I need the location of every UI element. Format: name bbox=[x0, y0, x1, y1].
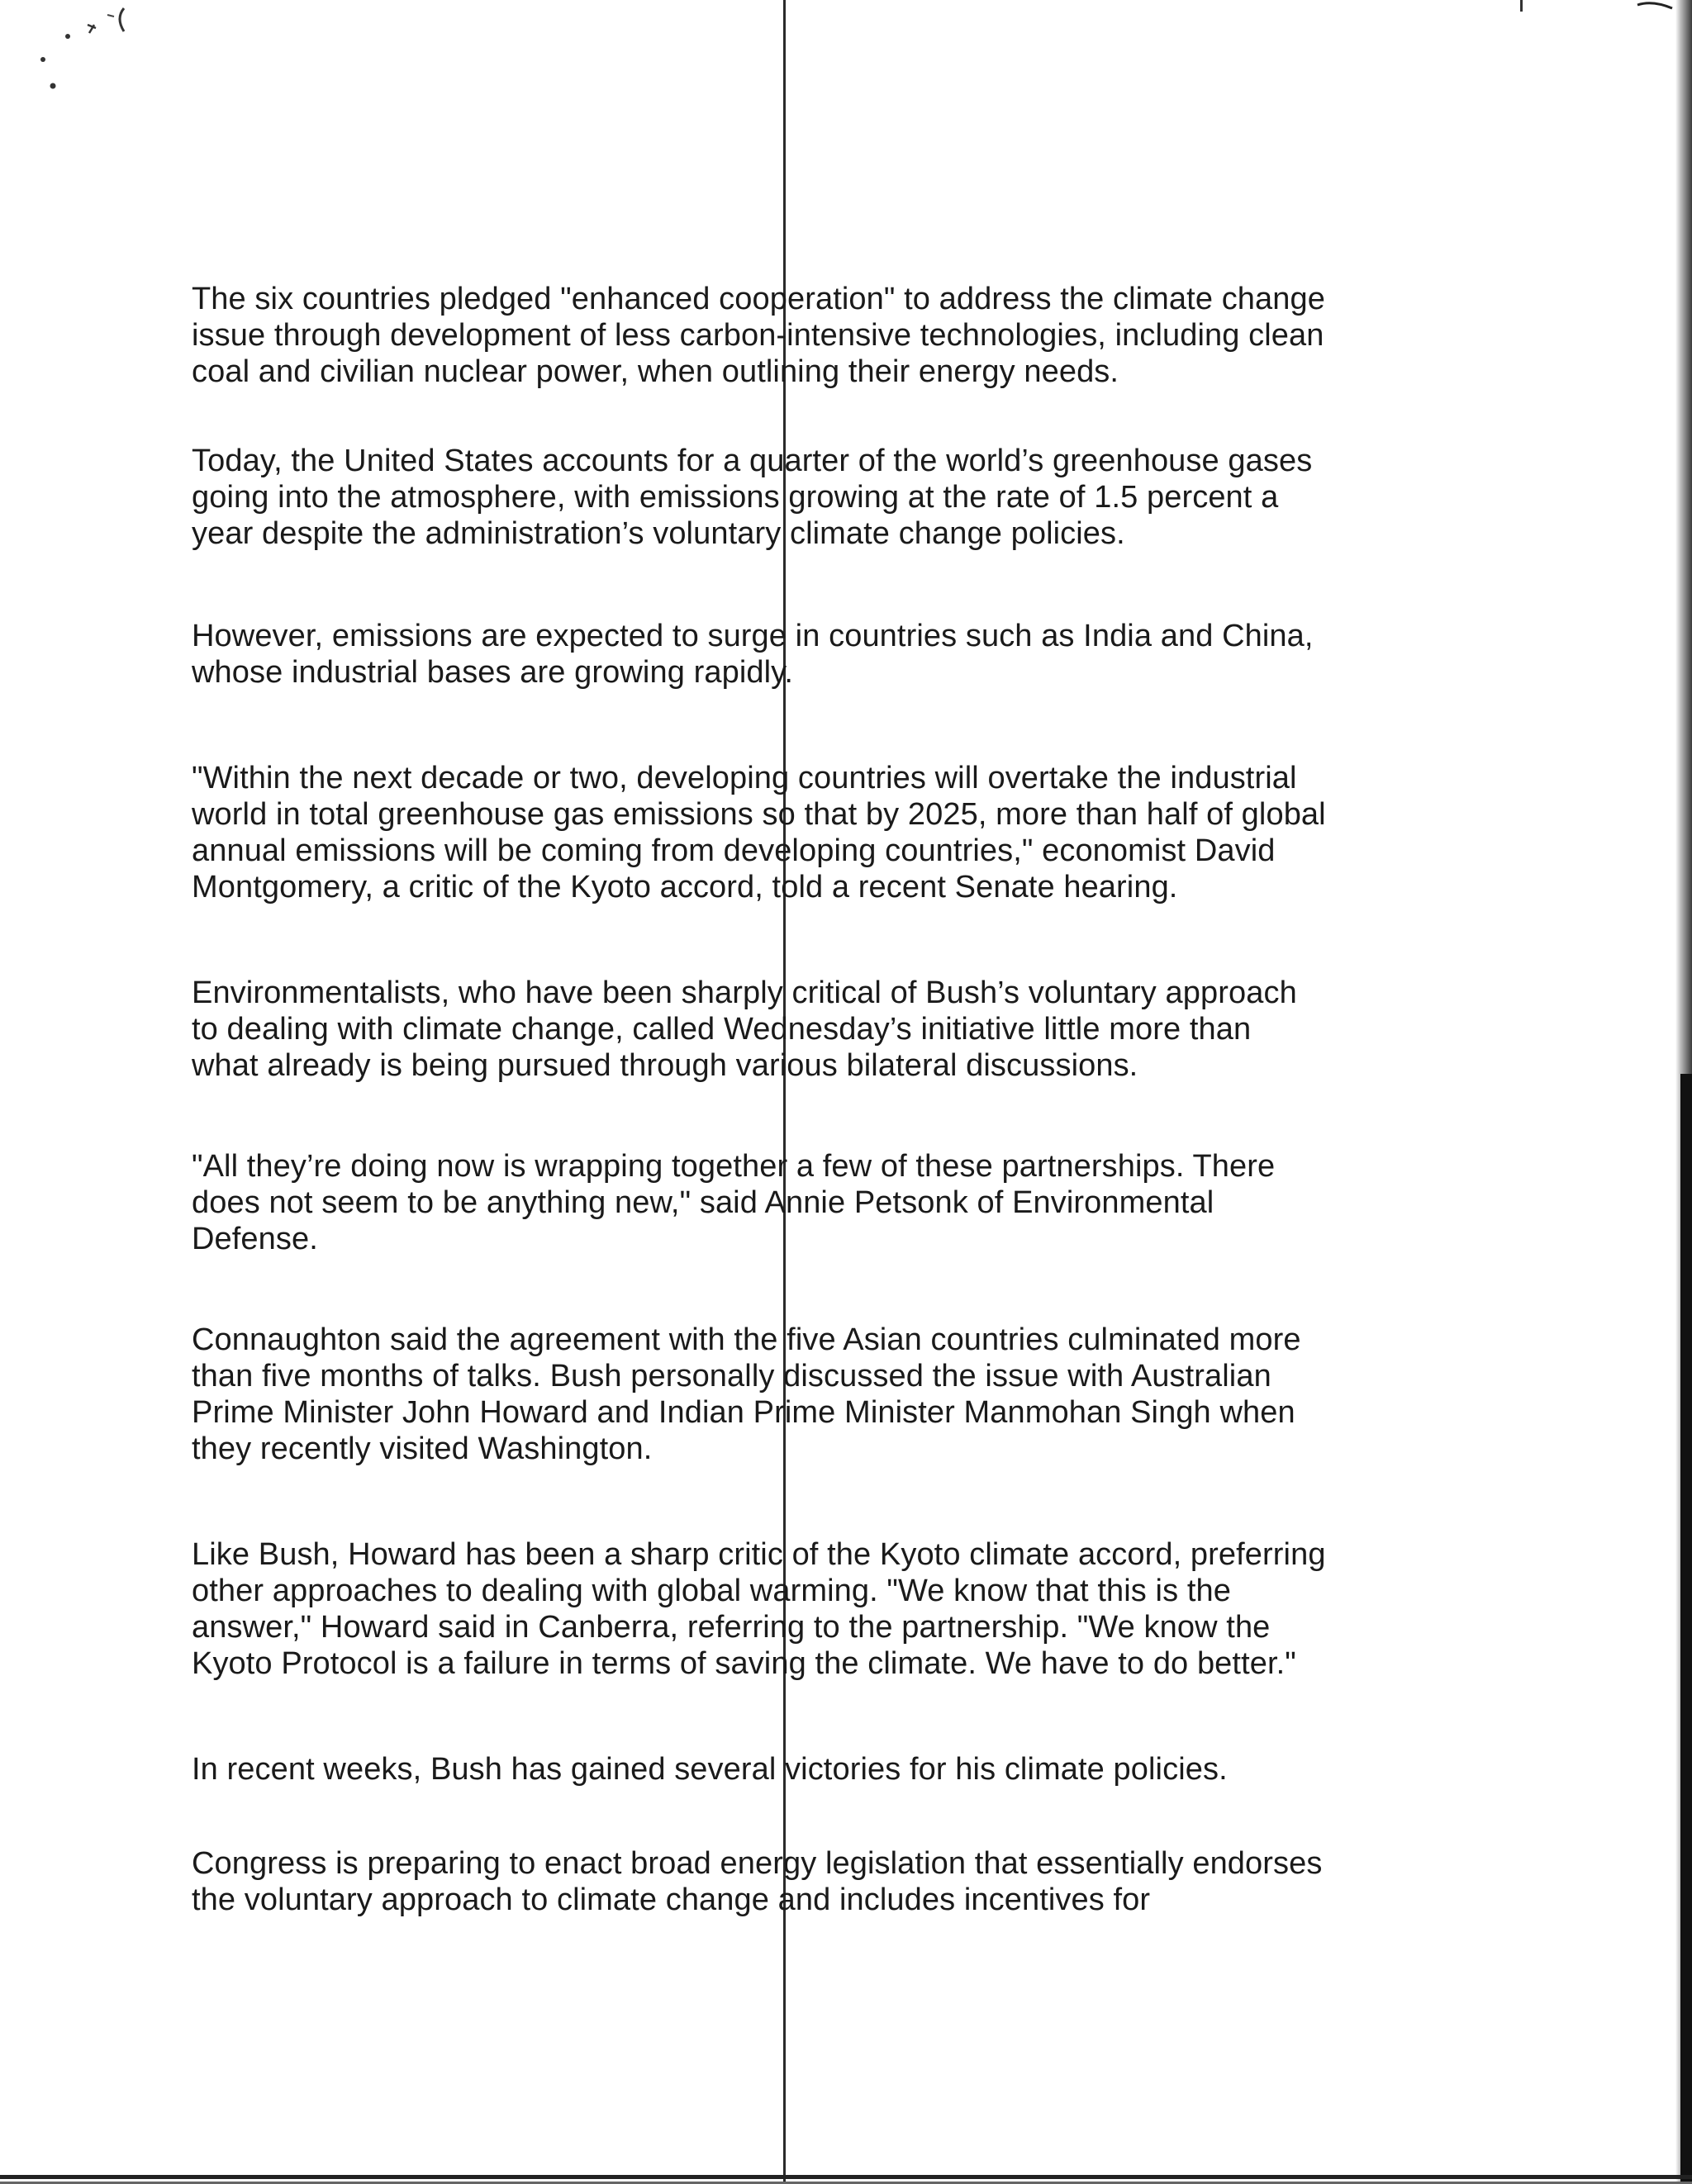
text-line: other approaches to dealing with global warming. "We know that this is the bbox=[192, 1574, 1231, 1608]
paragraph bbox=[192, 443, 1464, 552]
text-line: annual emissions will be coming from developing countries," economist David bbox=[192, 833, 1276, 868]
text-line: The six countries pledged "enhanced cooperation" to address the climate change bbox=[192, 282, 1325, 316]
text-line: year despite the administration’s voluntary climate change policies. bbox=[192, 516, 1125, 551]
text-line: Montgomery, a critic of the Kyoto accord, told a recent Senate hearing. bbox=[192, 870, 1178, 904]
paragraph bbox=[192, 618, 1464, 691]
text-line: what already is being pursued through various bilateral discussions. bbox=[192, 1048, 1138, 1083]
text-line: "Within the next decade or two, developing countries will overtake the industrial bbox=[192, 761, 1297, 795]
paragraph bbox=[192, 1322, 1464, 1467]
paragraph bbox=[192, 281, 1464, 390]
text-line: whose industrial bases are growing rapidly. bbox=[192, 655, 794, 690]
paragraph bbox=[192, 1148, 1464, 1257]
text-line: does not seem to be anything new," said Annie Petsonk of Environmental bbox=[192, 1185, 1214, 1220]
text-line: Prime Minister John Howard and Indian Prime Minister Manmohan Singh when bbox=[192, 1395, 1295, 1430]
text-line: Connaughton said the agreement with the five Asian countries culminated more bbox=[192, 1322, 1301, 1357]
text-line: than five months of talks. Bush personally discussed the issue with Australian bbox=[192, 1359, 1271, 1393]
text-line: "All they’re doing now is wrapping together a few of these partnerships. There bbox=[192, 1149, 1276, 1184]
scan-bottom-edge bbox=[0, 2175, 1692, 2179]
scan-right-edge-shadow bbox=[1680, 1074, 1692, 2184]
scan-specks bbox=[25, 0, 190, 107]
paragraph bbox=[192, 1845, 1464, 1918]
text-line: they recently visited Washington. bbox=[192, 1431, 653, 1466]
paragraph bbox=[192, 1536, 1464, 1682]
text-line: answer," Howard said in Canberra, referring to the partnership. "We know the bbox=[192, 1610, 1271, 1645]
text-line: Like Bush, Howard has been a sharp critic of the Kyoto climate accord, preferring bbox=[192, 1537, 1326, 1572]
scan-mark bbox=[1520, 0, 1523, 12]
text-line: the voluntary approach to climate change and includes incentives for bbox=[192, 1883, 1151, 1917]
text-line: going into the atmosphere, with emissions growing at the rate of 1.5 percent a bbox=[192, 480, 1279, 515]
text-line: to dealing with climate change, called Wednesday’s initiative little more than bbox=[192, 1012, 1252, 1047]
paragraph bbox=[192, 1751, 1464, 1788]
text-line: However, emissions are expected to surge in countries such as India and China, bbox=[192, 619, 1314, 653]
text-line: Environmentalists, who have been sharply critical of Bush’s voluntary approach bbox=[192, 976, 1297, 1010]
text-line: Kyoto Protocol is a failure in terms of saving the climate. We have to do better." bbox=[192, 1646, 1296, 1681]
text-line: world in total greenhouse gas emissions so that by 2025, more than half of global bbox=[192, 797, 1326, 832]
text-line: coal and civilian nuclear power, when outlining their energy needs. bbox=[192, 354, 1119, 389]
text-line: Defense. bbox=[192, 1222, 318, 1256]
scan-mark bbox=[1636, 0, 1674, 10]
text-line: In recent weeks, Bush has gained several victories for his climate policies. bbox=[192, 1752, 1228, 1787]
paragraph bbox=[192, 760, 1464, 905]
text-line: issue through development of less carbon-intensive technologies, including clean bbox=[192, 318, 1324, 353]
paragraph bbox=[192, 975, 1464, 1084]
text-line: Congress is preparing to enact broad energy legislation that essentially endorses bbox=[192, 1846, 1323, 1881]
text-line: Today, the United States accounts for a quarter of the world’s greenhouse gases bbox=[192, 444, 1313, 478]
